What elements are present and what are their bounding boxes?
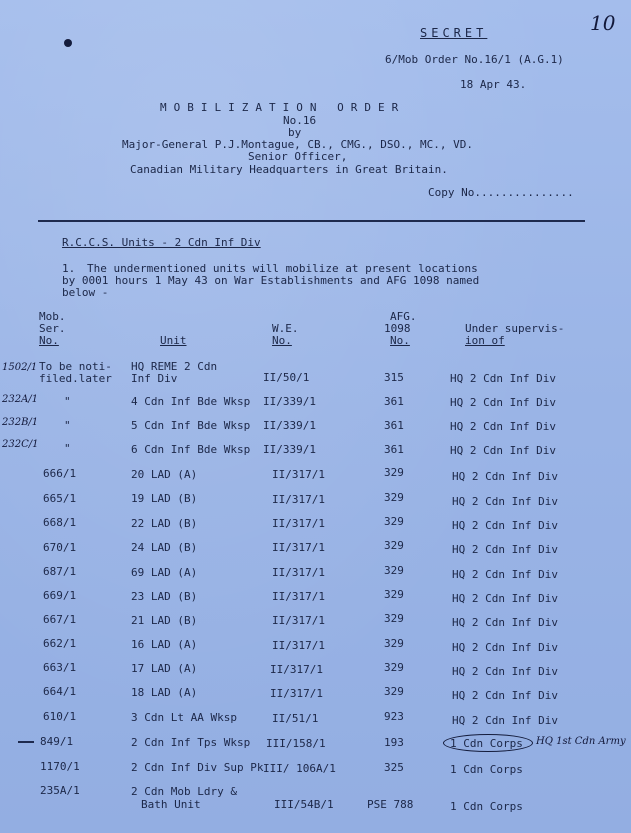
row-unit: 16 LAD (A) <box>131 638 198 651</box>
by-line: by <box>288 126 302 139</box>
row-unit: 18 LAD (A) <box>131 686 198 699</box>
row-we: III/158/1 <box>266 737 326 750</box>
row-afg: 329 <box>384 685 404 698</box>
col-header-afg-3: No. <box>390 334 410 347</box>
row-margin-note: 1502/1 <box>2 362 38 373</box>
col-header-we-1: W.E. <box>272 322 299 335</box>
row-we: II/339/1 <box>263 395 316 408</box>
document-title: MOBILIZATION ORDER <box>160 101 406 114</box>
row-we: II/51/1 <box>272 712 319 725</box>
row-mob-ser: 610/1 <box>43 710 77 723</box>
row-supervision: HQ 2 Cdn Inf Div <box>452 519 558 532</box>
row-afg: 329 <box>384 564 404 577</box>
row-supervision: HQ 2 Cdn Inf Div <box>452 641 558 654</box>
row-mob-ser: 670/1 <box>43 541 77 554</box>
row-afg: 329 <box>384 588 404 601</box>
row-supervision: 1 Cdn Corps <box>450 800 523 813</box>
row-we: II/317/1 <box>272 590 325 603</box>
row-we: II/317/1 <box>270 663 323 676</box>
col-header-supervision-1: Under supervis- <box>465 322 565 335</box>
copy-number: Copy No............... <box>428 186 574 199</box>
row-afg: 329 <box>384 661 404 674</box>
row-afg: 193 <box>384 736 404 749</box>
row-supervision: HQ 2 Cdn Inf Div <box>452 714 558 727</box>
col-header-mob-1: Mob. <box>39 310 66 323</box>
row-mob-ser: " <box>64 419 71 432</box>
row-mob-ser: 1170/1 <box>40 760 80 773</box>
row-we: II/317/1 <box>272 541 325 554</box>
col-header-mob-3: No. <box>39 334 59 347</box>
row-mob-ser: " <box>64 442 71 455</box>
row-afg: PSE 788 <box>367 798 414 811</box>
row-we: II/317/1 <box>272 468 325 481</box>
row-margin-note: 232B/1 <box>2 417 39 428</box>
row-supervision: HQ 2 Cdn Inf Div <box>452 592 558 605</box>
order-number: No.16 <box>283 114 317 127</box>
row-mob-ser: 849/1 <box>40 735 74 748</box>
paragraph-line-2: by 0001 hours 1 May 43 on War Establishments and AFG 1098 named <box>62 274 480 287</box>
row-afg: 329 <box>384 466 404 479</box>
horizontal-rule <box>38 220 585 222</box>
row-mob-ser: 664/1 <box>43 685 77 698</box>
row-afg: 329 <box>384 539 404 552</box>
row-supervision: HQ 2 Cdn Inf Div <box>450 396 556 409</box>
row-supervision: HQ 2 Cdn Inf Div <box>452 543 558 556</box>
issuer-role: Senior Officer, <box>248 150 348 163</box>
row-unit: 24 LAD (B) <box>131 541 198 554</box>
row-unit: 69 LAD (A) <box>131 566 198 579</box>
row-mob-ser: 662/1 <box>43 637 77 650</box>
row-margin-note: 232C/1 <box>2 439 39 450</box>
row-supervision: HQ 2 Cdn Inf Div <box>452 689 558 702</box>
row-afg: 329 <box>384 515 404 528</box>
row-mob-ser: 663/1 <box>43 661 77 674</box>
row-we: III/54B/1 <box>274 798 334 811</box>
row-unit: 19 LAD (B) <box>131 492 198 505</box>
margin-dash-mark <box>18 741 34 743</box>
row-supervision: HQ 2 Cdn Inf Div <box>450 372 556 385</box>
row-we: II/317/1 <box>272 566 325 579</box>
ink-blot <box>64 39 72 47</box>
row-supervision: 1 Cdn Corps <box>450 737 523 750</box>
row-we: II/317/1 <box>272 639 325 652</box>
row-mob-ser: 687/1 <box>43 565 77 578</box>
row-we: II/339/1 <box>263 443 316 456</box>
row-unit: 5 Cdn Inf Bde Wksp <box>131 419 251 432</box>
row-unit-cont: Inf Div <box>131 372 178 385</box>
row-unit: 2 Cdn Inf Div Sup Pk <box>131 761 264 774</box>
row-unit: 4 Cdn Inf Bde Wksp <box>131 395 251 408</box>
row-mob-ser: 235A/1 <box>40 784 80 797</box>
order-reference: 6/Mob Order No.16/1 (A.G.1) <box>385 53 564 66</box>
row-unit: 2 Cdn Inf Tps Wksp <box>131 736 251 749</box>
row-mob-ser: 669/1 <box>43 589 77 602</box>
paragraph-line-1: The undermentioned units will mobilize at present locations <box>87 262 478 275</box>
row-afg: 315 <box>384 371 404 384</box>
col-header-mob-2: Ser. <box>39 322 66 335</box>
row-we: II/339/1 <box>263 419 316 432</box>
row-mob-ser: 667/1 <box>43 613 77 626</box>
handwritten-note: HQ 1st Cdn Army <box>536 736 626 747</box>
page-number-handwritten: 10 <box>590 11 616 35</box>
row-afg: 329 <box>384 637 404 650</box>
row-mob-ser: " <box>64 395 71 408</box>
row-unit: 21 LAD (B) <box>131 614 198 627</box>
row-afg: 361 <box>384 419 404 432</box>
row-supervision: HQ 2 Cdn Inf Div <box>452 665 558 678</box>
order-date: 18 Apr 43. <box>460 78 527 91</box>
row-we: II/317/1 <box>272 614 325 627</box>
row-unit: HQ REME 2 Cdn <box>131 360 218 373</box>
row-supervision: HQ 2 Cdn Inf Div <box>452 495 558 508</box>
col-header-supervision-2: ion of <box>465 334 505 347</box>
row-unit: 3 Cdn Lt AA Wksp <box>131 711 237 724</box>
issuer-name: Major-General P.J.Montague, CB., CMG., DSO., MC., VD. <box>122 138 473 151</box>
row-we: II/50/1 <box>263 371 310 384</box>
row-afg: 325 <box>384 761 404 774</box>
row-we: II/317/1 <box>272 493 325 506</box>
col-header-unit: Unit <box>160 334 187 347</box>
row-supervision: HQ 2 Cdn Inf Div <box>452 616 558 629</box>
row-mob-ser: 668/1 <box>43 516 77 529</box>
row-we: III/ 106A/1 <box>263 762 336 775</box>
row-mob-ser: 665/1 <box>43 492 77 505</box>
row-supervision: HQ 2 Cdn Inf Div <box>450 420 556 433</box>
row-we: II/317/1 <box>270 687 323 700</box>
row-unit: 22 LAD (B) <box>131 517 198 530</box>
row-unit: 20 LAD (A) <box>131 468 198 481</box>
row-unit-cont: Bath Unit <box>141 798 201 811</box>
col-header-afg-2: 1098 <box>384 322 411 335</box>
row-supervision: HQ 2 Cdn Inf Div <box>452 568 558 581</box>
row-margin-note: 232A/1 <box>2 394 39 405</box>
row-afg: 923 <box>384 710 404 723</box>
row-afg: 329 <box>384 491 404 504</box>
classification-marking: SECRET <box>420 26 488 40</box>
row-afg: 329 <box>384 612 404 625</box>
row-mob-ser-cont: filed.later <box>39 372 112 385</box>
issuer-organization: Canadian Military Headquarters in Great Britain. <box>130 163 448 176</box>
row-supervision: 1 Cdn Corps <box>450 763 523 776</box>
section-heading: R.C.C.S. Units - 2 Cdn Inf Div <box>62 236 261 249</box>
paragraph-number: 1. <box>62 262 76 275</box>
row-unit: 23 LAD (B) <box>131 590 198 603</box>
row-we: II/317/1 <box>272 517 325 530</box>
row-mob-ser: 666/1 <box>43 467 77 480</box>
row-supervision: HQ 2 Cdn Inf Div <box>452 470 558 483</box>
row-afg: 361 <box>384 443 404 456</box>
row-supervision: HQ 2 Cdn Inf Div <box>450 444 556 457</box>
row-mob-ser: To be noti- <box>39 360 112 373</box>
row-afg: 361 <box>384 395 404 408</box>
col-header-afg-1: AFG. <box>390 310 417 323</box>
paragraph-line-3: below - <box>62 286 109 299</box>
col-header-we-2: No. <box>272 334 292 347</box>
row-unit: 2 Cdn Mob Ldry & <box>131 785 237 798</box>
row-unit: 17 LAD (A) <box>131 662 198 675</box>
row-unit: 6 Cdn Inf Bde Wksp <box>131 443 251 456</box>
